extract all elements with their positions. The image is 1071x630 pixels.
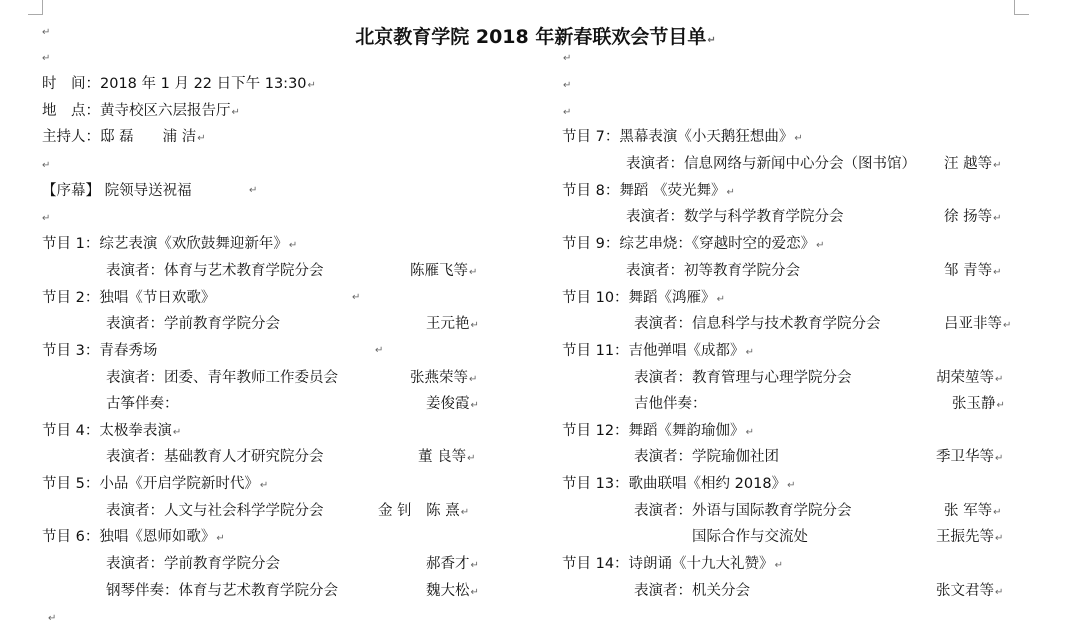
performer-label: 国际合作与交流处	[634, 529, 808, 545]
paragraph-mark-icon: ↵	[288, 240, 298, 251]
accompanist-name: 张玉静↵	[952, 396, 1005, 412]
performer-name: 董 良等↵	[418, 449, 476, 465]
program-title: 节目 11：吉他弹唱《成都》↵	[562, 343, 754, 359]
performer-name: 吕亚非等↵	[944, 316, 1012, 332]
paragraph-mark-icon: ↵	[460, 507, 470, 518]
performer-name: 郝香才↵	[426, 556, 479, 572]
paragraph-mark-icon: ↵	[745, 347, 754, 358]
paragraph-mark-icon: ↵	[774, 560, 783, 571]
performer-name: 张 军等↵	[944, 503, 1002, 519]
paragraph-mark-icon: ↵	[993, 507, 1002, 518]
paragraph-mark-icon: ↵	[995, 533, 1004, 544]
paragraph-mark-icon: ↵	[352, 292, 361, 303]
paragraph-mark-icon: ↵	[470, 320, 479, 331]
paragraph-mark-icon: ↵	[995, 587, 1004, 598]
performer-name: 陈雁飞等↵	[410, 263, 478, 279]
performer-label: 表演者：数学与科学教育学院分会	[626, 209, 844, 225]
paragraph-mark-icon: ↵	[726, 187, 735, 198]
event-time: 时 间：2018 年 1 月 22 日下午 13:30↵	[42, 76, 316, 92]
paragraph-mark-icon: ↵	[707, 35, 716, 46]
paragraph-mark-icon: ↵	[42, 160, 51, 171]
paragraph-mark-icon: ↵	[216, 533, 225, 544]
performer-label: 表演者：外语与国际教育学院分会	[634, 503, 852, 519]
paragraph-mark-icon: ↵	[42, 53, 51, 64]
paragraph-mark-icon: ↵	[172, 427, 182, 438]
performer-label: 表演者：教育管理与心理学院分会	[634, 370, 852, 386]
program-title: 节目 5：小品《开启学院新时代》↵	[42, 476, 269, 492]
paragraph-mark-icon: ↵	[995, 374, 1004, 385]
accompanist-name: 魏大松↵	[426, 583, 479, 599]
program-title: 节目 1：综艺表演《欢欣鼓舞迎新年》↵	[42, 236, 298, 252]
performer-label: 表演者：学前教育学院分会	[106, 556, 280, 572]
performer-label: 表演者：信息科学与技术教育学院分会	[634, 316, 881, 332]
prelude-line: 【序幕】 院领导送祝福	[42, 183, 192, 199]
performer-label: 表演者：学前教育学院分会	[106, 316, 280, 332]
paragraph-mark-icon: ↵	[995, 453, 1004, 464]
program-title: 节目 3：青春秀场	[42, 343, 158, 359]
paragraph-mark-icon: ↵	[993, 267, 1002, 278]
paragraph-mark-icon: ↵	[470, 400, 479, 411]
performer-name: 王元艳↵	[426, 316, 479, 332]
accompanist-label: 古筝伴奏：	[106, 396, 179, 412]
paragraph-mark-icon: ↵	[197, 133, 206, 144]
performer-name: 张文君等↵	[936, 583, 1004, 599]
paragraph-mark-icon: ↵	[563, 80, 572, 91]
performer-name: 王振先等↵	[936, 529, 1004, 545]
paragraph-mark-icon: ↵	[259, 480, 269, 491]
program-title: 节目 12：舞蹈《舞韵瑜伽》↵	[562, 423, 754, 439]
program-title: 节目 7：黑幕表演《小天鹅狂想曲》↵	[562, 129, 803, 145]
performer-name: 胡荣堃等↵	[936, 370, 1004, 386]
paragraph-mark-icon: ↵	[469, 374, 478, 385]
paragraph-mark-icon: ↵	[470, 560, 479, 571]
paragraph-mark-icon: ↵	[470, 587, 479, 598]
program-title: 节目 13：歌曲联唱《相约 2018》↵	[562, 476, 796, 492]
paragraph-mark-icon: ↵	[48, 613, 57, 624]
paragraph-mark-icon: ↵	[249, 185, 258, 196]
paragraph-mark-icon: ↵	[745, 427, 754, 438]
paragraph-mark-icon: ↵	[231, 107, 240, 118]
performer-label: 表演者：信息网络与新闻中心分会（图书馆）	[626, 156, 916, 172]
paragraph-mark-icon: ↵	[467, 453, 476, 464]
paragraph-mark-icon: ↵	[42, 27, 51, 38]
paragraph-mark-icon: ↵	[716, 294, 725, 305]
program-title: 节目 4：太极拳表演↵	[42, 423, 182, 439]
paragraph-mark-icon: ↵	[42, 213, 51, 224]
paragraph-mark-icon: ↵	[787, 480, 796, 491]
performer-label: 表演者：人文与社会科学学院分会	[106, 503, 324, 519]
performer-name: 金 钊 陈 熹↵	[378, 503, 470, 519]
paragraph-mark-icon: ↵	[375, 345, 384, 356]
performer-label: 表演者：体育与艺术教育学院分会	[106, 263, 324, 279]
paragraph-mark-icon: ↵	[1003, 320, 1012, 331]
performer-label: 表演者：基础教育人才研究院分会	[106, 449, 324, 465]
performer-name: 邹 青等↵	[944, 263, 1002, 279]
performer-label: 表演者：团委、青年教师工作委员会	[106, 370, 338, 386]
accompanist-label: 钢琴伴奏：体育与艺术教育学院分会	[106, 583, 338, 599]
performer-name: 徐 扬等↵	[944, 209, 1002, 225]
paragraph-mark-icon: ↵	[816, 240, 825, 251]
program-title: 节目 14：诗朗诵《十九大礼赞》↵	[562, 556, 783, 572]
performer-name: 季卫华等↵	[936, 449, 1004, 465]
program-title: 节目 9：综艺串烧：《穿越时空的爱恋》↵	[562, 236, 825, 252]
paragraph-mark-icon: ↵	[307, 80, 316, 91]
performer-label: 表演者：学院瑜伽社团	[634, 449, 779, 465]
performer-label: 表演者：机关分会	[634, 583, 750, 599]
accompanist-name: 姜俊霞↵	[426, 396, 479, 412]
paragraph-mark-icon: ↵	[794, 133, 803, 144]
paragraph-mark-icon: ↵	[996, 400, 1005, 411]
event-place: 地 点：黄寺校区六层报告厅↵	[42, 103, 240, 119]
performer-name: 张燕荣等↵	[410, 370, 478, 386]
accompanist-label: 吉他伴奏：	[634, 396, 707, 412]
paragraph-mark-icon: ↵	[563, 107, 572, 118]
margin-corner-mark-left	[28, 0, 43, 15]
program-title: 节目 10：舞蹈《鸿雁》↵	[562, 290, 725, 306]
program-title: 节目 8：舞蹈 《荧光舞》↵	[562, 183, 735, 199]
performer-label: 表演者：初等教育学院分会	[626, 263, 800, 279]
paragraph-mark-icon: ↵	[993, 213, 1002, 224]
page-title: 北京教育学院 2018 年新春联欢会节目单↵	[355, 26, 716, 48]
paragraph-mark-icon: ↵	[563, 53, 572, 64]
event-hosts: 主持人：邸 磊 浦 洁↵	[42, 129, 206, 145]
margin-corner-mark-right	[1014, 0, 1029, 15]
paragraph-mark-icon: ↵	[993, 160, 1002, 171]
program-title: 节目 2：独唱《节日欢歌》	[42, 290, 216, 306]
program-title: 节目 6：独唱《恩师如歌》↵	[42, 529, 225, 545]
paragraph-mark-icon: ↵	[469, 267, 478, 278]
performer-name: 汪 越等↵	[944, 156, 1002, 172]
